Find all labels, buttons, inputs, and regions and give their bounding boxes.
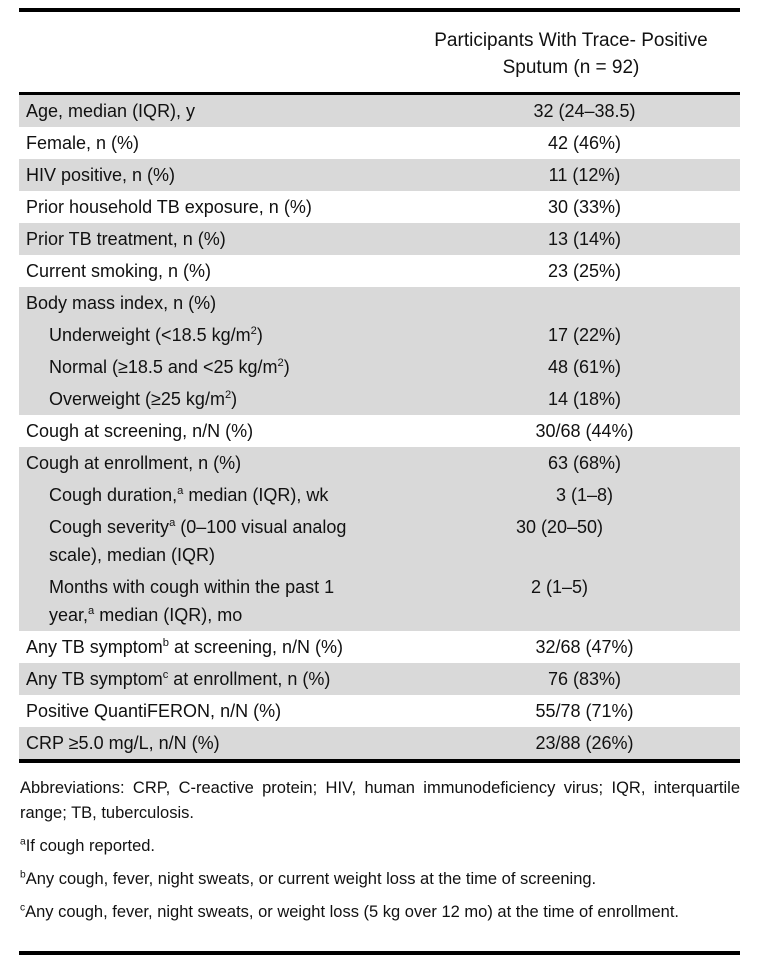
row-value: 76 (83%) xyxy=(547,669,622,689)
row-label: Cough at screening, n/N (%) xyxy=(26,421,254,441)
row-value: 42 (46%) xyxy=(547,133,622,153)
row-value: 11 (12%) xyxy=(548,165,621,185)
table-row xyxy=(19,159,740,191)
footnotes xyxy=(19,763,740,951)
table-row xyxy=(19,727,740,759)
row-label: Any TB symptom$^c$ at enrollment, n (%) xyxy=(26,669,331,689)
row-value: 17 (22%) xyxy=(547,325,622,345)
table-row xyxy=(19,571,740,631)
footnote-marker-superscript: b xyxy=(20,869,26,881)
row-label: Body mass index, n (%) xyxy=(26,293,217,313)
table-rows xyxy=(19,95,740,759)
footnote: $^a$If cough reported. xyxy=(20,836,156,855)
row-label: CRP ≥5.0 mg/L, n/N (%) xyxy=(26,733,220,753)
row-value: 30/68 (44%) xyxy=(535,421,634,441)
column-header-line1: Participants With Trace- Positive xyxy=(434,30,708,51)
row-label: Cough duration,$^a$ median (IQR), wk xyxy=(49,485,329,505)
row-value: 23/88 (26%) xyxy=(535,733,634,753)
row-value: 30 (20–50) xyxy=(515,517,604,537)
footnote: $^c$Any cough, fever, night sweats, or weight loss (5 kg over 12 mo) at the time of enrollment. xyxy=(20,902,680,921)
row-value: 14 (18%) xyxy=(547,389,622,409)
header-spacer xyxy=(19,27,402,81)
footnote-marker-superscript: a xyxy=(20,836,26,848)
table-row xyxy=(19,95,740,127)
table-row xyxy=(19,319,740,351)
row-value: 3 (1–8) xyxy=(555,485,614,505)
footnote-marker-superscript: 2 xyxy=(224,389,232,401)
row-label: Prior TB treatment, n (%) xyxy=(26,229,226,249)
row-label: Cough severity$^a$ (0–100 visual analog scale), median (IQR) xyxy=(49,517,347,565)
footnote: Abbreviations: CRP, C-reactive protein; HIV, human immunodeficiency virus; IQR, interquartile range; TB, tuberculosis. xyxy=(20,779,740,822)
table-row xyxy=(19,695,740,727)
footnote-marker-superscript: b xyxy=(162,637,169,649)
row-value: 2 (1–5) xyxy=(530,577,589,597)
footnote-marker-superscript: 2 xyxy=(250,325,257,337)
table-header-row xyxy=(19,12,740,92)
row-label: Months with cough within the past 1 year,$^a$ median (IQR), mo xyxy=(49,577,335,625)
table-row xyxy=(19,351,740,383)
footnote-marker-superscript: a xyxy=(88,605,95,617)
table-row xyxy=(19,191,740,223)
footnote-marker-superscript: c xyxy=(162,669,169,681)
table-row xyxy=(19,447,740,479)
table-row xyxy=(19,127,740,159)
table-row xyxy=(19,255,740,287)
row-label: Any TB symptom$^b$ at screening, n/N (%) xyxy=(26,637,344,657)
footnote-marker-superscript: a xyxy=(177,485,184,497)
row-value: 30 (33%) xyxy=(547,197,622,217)
row-value: 13 (14%) xyxy=(547,229,622,249)
table-row xyxy=(19,223,740,255)
table-row xyxy=(19,383,740,415)
footnote: $^b$Any cough, fever, night sweats, or current weight loss at the time of screening. xyxy=(20,869,597,888)
row-value: 48 (61%) xyxy=(547,357,622,377)
row-label: Overweight (≥25 $kg/m^2$) xyxy=(49,389,238,409)
page-bottom-rule xyxy=(19,951,740,955)
table-row xyxy=(19,287,740,319)
table-row xyxy=(19,479,740,511)
row-value: 32/68 (47%) xyxy=(535,637,634,657)
footnote-marker-superscript: a xyxy=(169,517,176,529)
row-value: 23 (25%) xyxy=(547,261,622,281)
table-row xyxy=(19,663,740,695)
table-row xyxy=(19,511,740,571)
row-label: Female, n (%) xyxy=(26,133,140,153)
row-label: Prior household TB exposure, n (%) xyxy=(26,197,312,217)
table-row xyxy=(19,631,740,663)
column-header xyxy=(402,27,740,81)
row-label: Cough at enrollment, n (%) xyxy=(26,453,242,473)
row-label: Underweight (<18.5 $kg/m^2$) xyxy=(49,325,263,345)
row-value: 63 (68%) xyxy=(547,453,622,473)
row-label: Age, median (IQR), y xyxy=(26,101,196,121)
row-label: Normal (≥18.5 and <25 $kg/m^2$) xyxy=(49,357,290,377)
footnote-marker-superscript: 2 xyxy=(277,357,284,369)
row-label: Positive QuantiFERON, n/N (%) xyxy=(26,701,282,721)
row-value: 55/78 (71%) xyxy=(535,701,634,721)
table-row xyxy=(19,415,740,447)
row-value: 32 (24–38.5) xyxy=(533,101,636,121)
footnote-marker-superscript: c xyxy=(20,902,26,914)
row-label: HIV positive, n (%) xyxy=(26,165,176,185)
row-label: Current smoking, n (%) xyxy=(26,261,212,281)
column-header-line2: Sputum (n = 92) xyxy=(502,57,640,78)
